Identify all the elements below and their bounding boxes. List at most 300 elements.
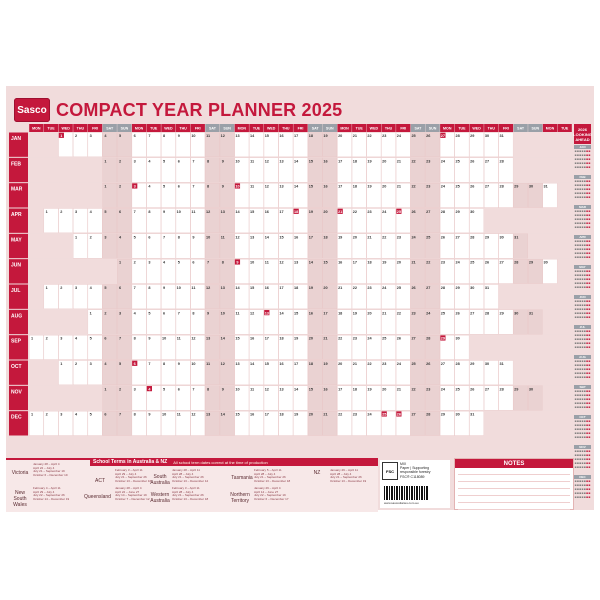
fsc-line: MIX — [400, 462, 407, 466]
look-ahead-day — [579, 245, 581, 246]
look-ahead-day — [584, 485, 586, 486]
look-ahead-day — [589, 369, 591, 370]
day-number: 24 — [411, 235, 416, 240]
school-term-line: January 28 – April 11 — [172, 468, 200, 472]
day-number: 15 — [294, 311, 299, 316]
day-number: 14 — [294, 387, 299, 392]
look-ahead-day — [582, 279, 584, 280]
look-ahead-day — [586, 279, 588, 280]
sasco-logo: Sasco — [14, 98, 50, 122]
look-ahead-day — [586, 305, 588, 306]
look-ahead-day — [579, 181, 581, 182]
day-number: 28 — [514, 260, 519, 265]
school-term-line: April 29 – July 4 — [33, 489, 55, 494]
notes-box[interactable] — [454, 458, 574, 510]
weekday-header-label: SUN — [531, 126, 540, 131]
day-number: 30 — [455, 412, 460, 417]
look-ahead-day — [586, 249, 588, 250]
day-number: 1 — [60, 134, 63, 138]
day-number: 1 — [30, 412, 34, 417]
look-ahead-day — [575, 159, 577, 160]
day-number: 15 — [250, 210, 255, 214]
look-ahead-day — [579, 347, 581, 348]
day-number: 20 — [382, 184, 387, 189]
weekday-header-label: THU — [76, 126, 85, 131]
look-ahead-day — [589, 433, 591, 434]
look-ahead-day — [589, 227, 591, 228]
day-number: 29 — [528, 260, 534, 265]
look-ahead-day — [582, 399, 584, 400]
empty-day-cell — [513, 158, 528, 182]
look-ahead-day — [584, 287, 586, 288]
day-number: 21 — [396, 184, 402, 189]
school-term-line: April 28 – July 4 — [254, 471, 276, 476]
day-number: 20 — [396, 260, 402, 265]
day-number: 5 — [118, 362, 122, 366]
year-calendar-grid — [9, 124, 572, 436]
empty-day-cell — [73, 259, 88, 283]
day-number: 13 — [235, 134, 240, 138]
school-term-state: South Australia — [150, 474, 170, 486]
day-number: 15 — [308, 387, 313, 392]
look-ahead-day — [589, 377, 591, 378]
day-number: 26 — [470, 387, 475, 392]
weekday-header-label: SUN — [120, 126, 129, 131]
day-number: 16 — [250, 412, 255, 417]
day-number: 6 — [163, 311, 166, 316]
look-ahead-day — [582, 305, 584, 306]
look-ahead-day — [586, 485, 588, 486]
look-ahead-day — [577, 249, 579, 250]
school-term-line: July 21 – September 26 — [115, 475, 147, 480]
look-ahead-day — [575, 455, 577, 456]
day-number: 15 — [264, 362, 269, 366]
empty-day-cell — [513, 361, 528, 385]
day-number: 6 — [148, 235, 151, 240]
day-number: 28 — [426, 336, 431, 341]
day-number: 6 — [118, 286, 122, 290]
empty-day-cell — [29, 310, 44, 334]
day-number: 29 — [440, 336, 446, 341]
look-ahead-day — [582, 331, 584, 332]
day-number: 20 — [308, 412, 313, 417]
look-ahead-day — [584, 467, 586, 468]
day-number: 4 — [74, 412, 78, 417]
look-ahead-day — [582, 159, 584, 160]
day-number: 10 — [191, 362, 196, 366]
school-term-line: February 3 – April 11 — [172, 486, 200, 490]
day-number: 3 — [133, 387, 136, 392]
day-number: 29 — [514, 184, 519, 189]
look-ahead-day — [586, 489, 588, 490]
look-ahead-day — [584, 219, 586, 220]
day-number: 9 — [163, 210, 166, 214]
weekday-header-label: SAT — [414, 126, 422, 131]
look-ahead-day — [586, 185, 588, 186]
day-number: 17 — [338, 159, 343, 164]
day-number: 21 — [396, 387, 402, 392]
look-ahead-day — [584, 433, 586, 434]
school-term-line: October 6 – December 17 — [254, 496, 289, 501]
look-ahead-day — [584, 257, 586, 258]
look-ahead-day — [575, 163, 577, 164]
look-ahead-day — [582, 437, 584, 438]
school-term-dates — [254, 469, 290, 483]
day-number: 23 — [426, 184, 431, 189]
day-number: 17 — [279, 286, 284, 290]
look-ahead-day — [586, 395, 588, 396]
day-number: 23 — [426, 387, 431, 392]
look-ahead-day — [579, 185, 581, 186]
look-ahead-day — [589, 253, 591, 254]
look-ahead-day — [577, 421, 579, 422]
day-number: 16 — [279, 362, 284, 366]
look-ahead-day — [575, 317, 577, 318]
look-ahead-day — [589, 275, 591, 276]
look-ahead-day — [577, 317, 579, 318]
day-number: 29 — [455, 210, 460, 214]
empty-day-cell — [499, 411, 514, 435]
look-ahead-day — [584, 335, 586, 336]
day-number: 12 — [220, 134, 225, 138]
look-ahead-day — [575, 395, 577, 396]
weekday-header-label: MON — [340, 126, 349, 131]
empty-day-cell — [513, 411, 528, 435]
day-number: 31 — [499, 134, 504, 138]
look-ahead-day — [577, 437, 579, 438]
day-number: 1 — [74, 235, 78, 240]
look-ahead-day — [579, 223, 581, 224]
look-ahead-day — [575, 493, 577, 494]
day-number: 16 — [264, 210, 269, 214]
look-ahead-day — [589, 421, 591, 422]
day-number: 1 — [118, 260, 122, 265]
empty-day-cell — [484, 335, 499, 359]
look-ahead-day — [584, 185, 586, 186]
look-ahead-day — [584, 223, 586, 224]
empty-day-cell — [543, 310, 558, 334]
look-ahead-day — [575, 189, 577, 190]
look-ahead-day — [582, 167, 584, 168]
look-ahead-day — [589, 257, 591, 258]
school-term-state: NZ — [313, 470, 321, 476]
day-number: 28 — [470, 235, 475, 240]
look-ahead-day — [582, 361, 584, 362]
day-number: 15 — [250, 286, 255, 290]
empty-day-cell — [44, 234, 59, 258]
look-ahead-day — [577, 369, 579, 370]
look-ahead-day — [584, 395, 586, 396]
look-ahead-day — [575, 181, 577, 182]
look-ahead-day — [586, 241, 588, 242]
day-number: 23 — [367, 210, 372, 214]
empty-day-cell — [528, 133, 543, 157]
look-ahead-day — [584, 155, 586, 156]
look-ahead-day — [575, 481, 577, 482]
day-number: 7 — [148, 362, 151, 366]
day-number: 21 — [367, 235, 372, 240]
day-number: 4 — [89, 286, 92, 290]
look-ahead-day — [577, 347, 579, 348]
look-ahead-day — [579, 279, 581, 280]
day-number: 21 — [396, 159, 402, 164]
look-ahead-day — [579, 395, 581, 396]
look-ahead-day — [589, 313, 591, 314]
school-term-state: Northern Territory — [230, 492, 250, 504]
day-number: 25 — [470, 260, 475, 265]
look-ahead-day — [579, 429, 581, 430]
day-number: 18 — [308, 362, 313, 366]
weekday-header-label: THU — [282, 126, 290, 131]
weekday-header-label: SAT — [311, 126, 319, 131]
day-number: 28 — [499, 184, 504, 189]
school-term-line: October 6 – December 19 — [33, 472, 68, 477]
look-ahead-day — [577, 489, 579, 490]
look-ahead-day — [589, 429, 591, 430]
day-number: 10 — [205, 235, 211, 240]
day-number: 22 — [426, 260, 431, 265]
look-ahead-day — [577, 163, 579, 164]
barcode-icon — [384, 486, 428, 500]
empty-day-cell — [557, 158, 572, 182]
day-number: 14 — [220, 412, 225, 417]
look-ahead-day — [579, 425, 581, 426]
look-ahead-day — [589, 151, 591, 152]
look-ahead-month-label: SEP — [579, 385, 586, 390]
look-ahead-day — [584, 369, 586, 370]
look-ahead-day — [586, 317, 588, 318]
look-ahead-day — [584, 317, 586, 318]
look-ahead-day — [579, 335, 581, 336]
empty-day-cell — [484, 209, 499, 233]
look-ahead-day — [584, 227, 586, 228]
look-ahead-day — [575, 155, 577, 156]
look-ahead-day — [586, 467, 588, 468]
day-number: 29 — [470, 134, 475, 138]
look-ahead-day — [577, 193, 579, 194]
day-number: 9 — [236, 260, 239, 265]
look-ahead-day — [582, 215, 584, 216]
school-term-dates — [172, 469, 208, 483]
day-number: 10 — [250, 260, 255, 265]
day-number: 14 — [279, 311, 284, 316]
empty-day-cell — [513, 209, 528, 233]
day-number: 11 — [191, 210, 196, 214]
look-ahead-day — [575, 459, 577, 460]
day-number: 26 — [396, 412, 402, 417]
look-ahead-day — [584, 313, 586, 314]
empty-day-cell — [528, 158, 543, 182]
look-ahead-day — [589, 167, 591, 168]
look-ahead-day — [577, 361, 579, 362]
look-ahead-day — [575, 467, 577, 468]
look-ahead-day — [589, 463, 591, 464]
look-ahead-day — [575, 309, 577, 310]
month-label: DEC — [11, 414, 22, 421]
look-ahead-day — [589, 331, 591, 332]
look-ahead-day — [586, 227, 588, 228]
empty-day-cell — [58, 259, 73, 283]
look-ahead-day — [582, 335, 584, 336]
school-term-dates — [33, 463, 68, 477]
day-number: 6 — [104, 336, 107, 341]
look-ahead-day — [589, 193, 591, 194]
day-number: 10 — [176, 210, 181, 214]
look-ahead-day — [577, 155, 579, 156]
look-ahead-day — [584, 497, 586, 498]
school-term-dates — [115, 487, 150, 501]
look-ahead-day — [589, 373, 591, 374]
look-ahead-day — [577, 339, 579, 340]
day-number: 17 — [294, 362, 299, 366]
look-ahead-day — [575, 335, 577, 336]
look-ahead-word: LOOKING — [573, 131, 592, 137]
day-number: 14 — [294, 159, 299, 164]
school-term-dates — [115, 469, 151, 483]
day-number: 22 — [411, 184, 416, 189]
look-ahead-day — [579, 467, 581, 468]
empty-day-cell — [543, 133, 558, 157]
look-ahead-day — [584, 463, 586, 464]
day-number: 13 — [279, 387, 284, 392]
empty-day-cell — [29, 285, 44, 309]
look-ahead-day — [579, 455, 581, 456]
look-ahead-day — [582, 493, 584, 494]
weekday-header-label: MON — [32, 126, 41, 131]
fsc-line: responsible forestry — [400, 470, 431, 475]
day-number: 12 — [279, 260, 284, 265]
school-term-line: October 13 – December 16 — [115, 478, 152, 483]
look-ahead-day — [579, 211, 581, 212]
empty-day-cell — [58, 183, 73, 207]
day-number: 14 — [264, 235, 269, 240]
day-number: 12 — [235, 235, 240, 240]
look-ahead-day — [589, 493, 591, 494]
look-ahead-day — [586, 245, 588, 246]
empty-day-cell — [557, 285, 572, 309]
empty-day-cell — [528, 234, 543, 258]
day-number: 31 — [484, 286, 490, 290]
day-number: 19 — [367, 387, 372, 392]
day-number: 2 — [74, 134, 78, 138]
look-ahead-month-label: JUN — [579, 295, 586, 300]
day-number: 10 — [161, 336, 167, 341]
look-ahead-day — [582, 433, 584, 434]
look-ahead-day — [584, 279, 586, 280]
look-ahead-day — [577, 215, 579, 216]
look-ahead-day — [582, 253, 584, 254]
look-ahead-day — [579, 151, 581, 152]
day-number: 15 — [279, 235, 284, 240]
day-number: 10 — [235, 184, 240, 189]
day-number: 22 — [411, 387, 416, 392]
day-number: 1 — [104, 387, 107, 392]
look-ahead-day — [584, 271, 586, 272]
empty-day-cell — [29, 234, 44, 258]
look-ahead-day — [579, 241, 581, 242]
day-number: 18 — [279, 412, 284, 417]
look-ahead-day — [584, 151, 586, 152]
day-number: 5 — [177, 260, 180, 265]
look-ahead-day — [579, 339, 581, 340]
day-number: 4 — [133, 311, 136, 316]
day-number: 26 — [455, 311, 460, 316]
weekday-header-label: FRI — [194, 126, 201, 131]
day-number: 25 — [396, 210, 402, 214]
school-terms-note: All school term dates correct at the time of production — [173, 459, 268, 465]
empty-day-cell — [543, 386, 558, 410]
day-number: 28 — [499, 387, 504, 392]
look-ahead-day — [582, 391, 584, 392]
look-ahead-day — [579, 313, 581, 314]
day-number: 14 — [235, 210, 240, 214]
day-number: 20 — [338, 134, 343, 138]
look-ahead-day — [577, 451, 579, 452]
look-ahead-day — [586, 181, 588, 182]
day-number: 19 — [323, 362, 328, 366]
empty-day-cell — [44, 361, 59, 385]
look-ahead-day — [575, 211, 577, 212]
weekday-header-label: WED — [472, 126, 481, 131]
look-ahead-day — [577, 373, 579, 374]
look-ahead-day — [584, 167, 586, 168]
look-ahead-day — [582, 421, 584, 422]
empty-day-cell — [73, 183, 88, 207]
day-number: 27 — [411, 336, 416, 341]
look-ahead-day — [579, 433, 581, 434]
look-ahead-day — [582, 301, 584, 302]
look-ahead-day — [582, 189, 584, 190]
day-number: 7 — [148, 134, 151, 138]
day-number: 13 — [205, 412, 211, 417]
look-ahead-day — [586, 287, 588, 288]
look-ahead-day — [579, 287, 581, 288]
look-ahead-day — [575, 347, 577, 348]
day-number: 5 — [163, 184, 166, 189]
day-number: 19 — [308, 286, 313, 290]
school-term-line: October 14 – December 19 — [33, 496, 70, 501]
day-number: 29 — [470, 362, 475, 366]
school-term-dates — [330, 469, 366, 483]
day-number: 27 — [455, 235, 460, 240]
look-ahead-day — [577, 331, 579, 332]
look-ahead-day — [582, 245, 584, 246]
empty-day-cell — [557, 411, 572, 435]
look-ahead-day — [582, 309, 584, 310]
empty-day-cell — [88, 183, 103, 207]
look-ahead-day — [589, 437, 591, 438]
month-label: APR — [11, 212, 22, 218]
look-ahead-day — [579, 301, 581, 302]
school-term-line: October 7 – December 12 — [115, 496, 150, 501]
weekday-header-label: SUN — [428, 126, 437, 131]
day-number: 8 — [221, 260, 224, 265]
look-ahead-day — [584, 437, 586, 438]
look-ahead-month-label: JUL — [579, 325, 586, 330]
day-number: 13 — [294, 260, 299, 265]
look-ahead-day — [589, 497, 591, 498]
day-number: 11 — [206, 134, 211, 138]
day-number: 6 — [192, 260, 195, 265]
day-number: 20 — [367, 311, 372, 316]
look-ahead-day — [577, 425, 579, 426]
look-ahead-day — [582, 313, 584, 314]
look-ahead-day — [582, 181, 584, 182]
look-ahead-day — [577, 279, 579, 280]
look-ahead-day — [584, 421, 586, 422]
look-ahead-day — [579, 257, 581, 258]
look-ahead-day — [589, 305, 591, 306]
